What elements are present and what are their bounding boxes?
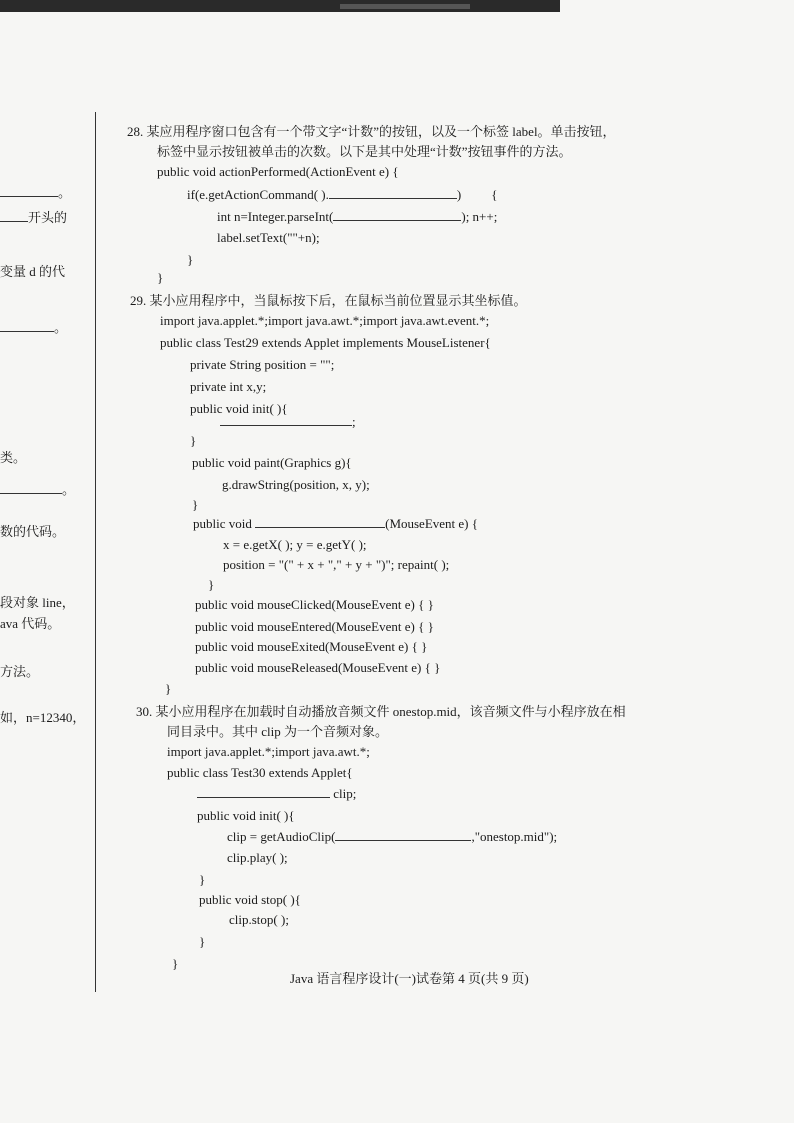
- q30-code-5: clip = getAudioClip( ,"onestop.mid");: [227, 829, 558, 844]
- left-fragment-5: 类。: [0, 450, 27, 465]
- q29-code-12: x = e.getX( ); y = e.getY( );: [223, 537, 367, 552]
- q28-code-1: public void actionPerformed(ActionEvent e) {: [157, 164, 399, 179]
- left-fragment-10: 方法。: [0, 664, 40, 679]
- q29-line-1: 29. 某小应用程序中，当鼠标按下后，在鼠标当前位置显示其坐标值。: [130, 293, 527, 308]
- q29-code-5: public void init( ){: [190, 401, 288, 416]
- left-fragment-1: 。: [0, 182, 71, 201]
- column-divider: [95, 112, 96, 992]
- q28-number: 28.: [127, 124, 144, 139]
- q29-code-14: }: [208, 577, 215, 592]
- left-fragment-8: 段对象 line，: [0, 595, 75, 610]
- q30-blank-1[interactable]: [197, 785, 330, 798]
- q29-code-19: }: [165, 681, 172, 696]
- q30-code-8: public void stop( ){: [199, 892, 301, 907]
- q29-code-4: private int x,y;: [190, 379, 267, 394]
- q29-code-2: public class Test29 extends Applet implements MouseListener{: [160, 335, 491, 350]
- left-fragment-3: 变量 d 的代: [0, 264, 66, 279]
- q28-blank-2[interactable]: [333, 208, 461, 221]
- left-fragment-2: 开头的: [0, 207, 67, 226]
- scan-edge-strip: [0, 0, 560, 12]
- q30-code-3: clip;: [197, 785, 356, 802]
- q29-code-13: position = "(" + x + "," + y + ")"; repaint( );: [223, 557, 450, 572]
- q30-line-1: 30. 某小应用程序在加载时自动播放音频文件 onestop.mid，该音频文件与小程序放在相: [136, 704, 626, 719]
- q30-code-6: clip.play( );: [227, 850, 288, 865]
- q29-blank-2[interactable]: [255, 515, 385, 528]
- left-fragment-9: ava 代码。: [0, 616, 61, 631]
- q30-code-7: }: [199, 872, 206, 887]
- q30-blank-2[interactable]: [335, 828, 471, 841]
- q28-code-5: }: [187, 252, 194, 267]
- q29-code-11: public void (MouseEvent e) {: [193, 516, 478, 531]
- q29-code-17: public void mouseExited(MouseEvent e) { }: [195, 639, 428, 654]
- q28-line-2: 标签中显示按钮被单击的次数。以下是其中处理“计数”按钮事件的方法。: [157, 144, 572, 159]
- q30-code-9: clip.stop( );: [229, 912, 289, 927]
- q30-code-10: }: [199, 934, 206, 949]
- q29-number: 29.: [130, 293, 147, 308]
- q29-code-16: public void mouseEntered(MouseEvent e) { }: [195, 619, 434, 634]
- q29-code-6: ;: [220, 413, 356, 430]
- q28-code-6: }: [157, 270, 164, 285]
- q29-blank-1[interactable]: [220, 413, 352, 426]
- q30-code-1: import java.applet.*;import java.awt.*;: [167, 744, 370, 759]
- page-footer: Java 语言程序设计(一)试卷第 4 页(共 9 页): [290, 971, 529, 986]
- q30-code-11: }: [172, 956, 179, 971]
- q28-code-3: int n=Integer.parseInt( ); n++;: [217, 209, 498, 224]
- left-fragment-4: 。: [0, 317, 67, 336]
- left-fragment-6: 。: [0, 479, 75, 498]
- q29-code-7: }: [190, 433, 197, 448]
- q29-code-3: private String position = "";: [190, 357, 335, 372]
- q29-code-15: public void mouseClicked(MouseEvent e) { }: [195, 597, 434, 612]
- q28-code-4: label.setText(""+n);: [217, 230, 320, 245]
- q30-number: 30.: [136, 704, 153, 719]
- scan-edge-strip-2: [340, 4, 470, 9]
- q28-code-2: if(e.getActionCommand( ). ) {: [187, 187, 498, 202]
- q29-code-10: }: [192, 497, 199, 512]
- q29-code-8: public void paint(Graphics g){: [192, 455, 352, 470]
- q28-line-1: 28. 某应用程序窗口包含有一个带文字“计数”的按钮，以及一个标签 label。单击按钮，: [127, 124, 616, 139]
- q29-code-1: import java.applet.*;import java.awt.*;import java.awt.event.*;: [160, 313, 490, 328]
- q29-code-18: public void mouseReleased(MouseEvent e) { }: [195, 660, 441, 675]
- q28-blank-1[interactable]: [329, 186, 457, 199]
- left-fragment-7: 数的代码。: [0, 524, 66, 539]
- q30-line-2: 同目录中。其中 clip 为一个音频对象。: [167, 724, 388, 739]
- q30-code-4: public void init( ){: [197, 808, 295, 823]
- q30-code-2: public class Test30 extends Applet{: [167, 765, 353, 780]
- left-fragment-11: 如，n=12340，: [0, 710, 86, 725]
- q29-code-9: g.drawString(position, x, y);: [222, 477, 370, 492]
